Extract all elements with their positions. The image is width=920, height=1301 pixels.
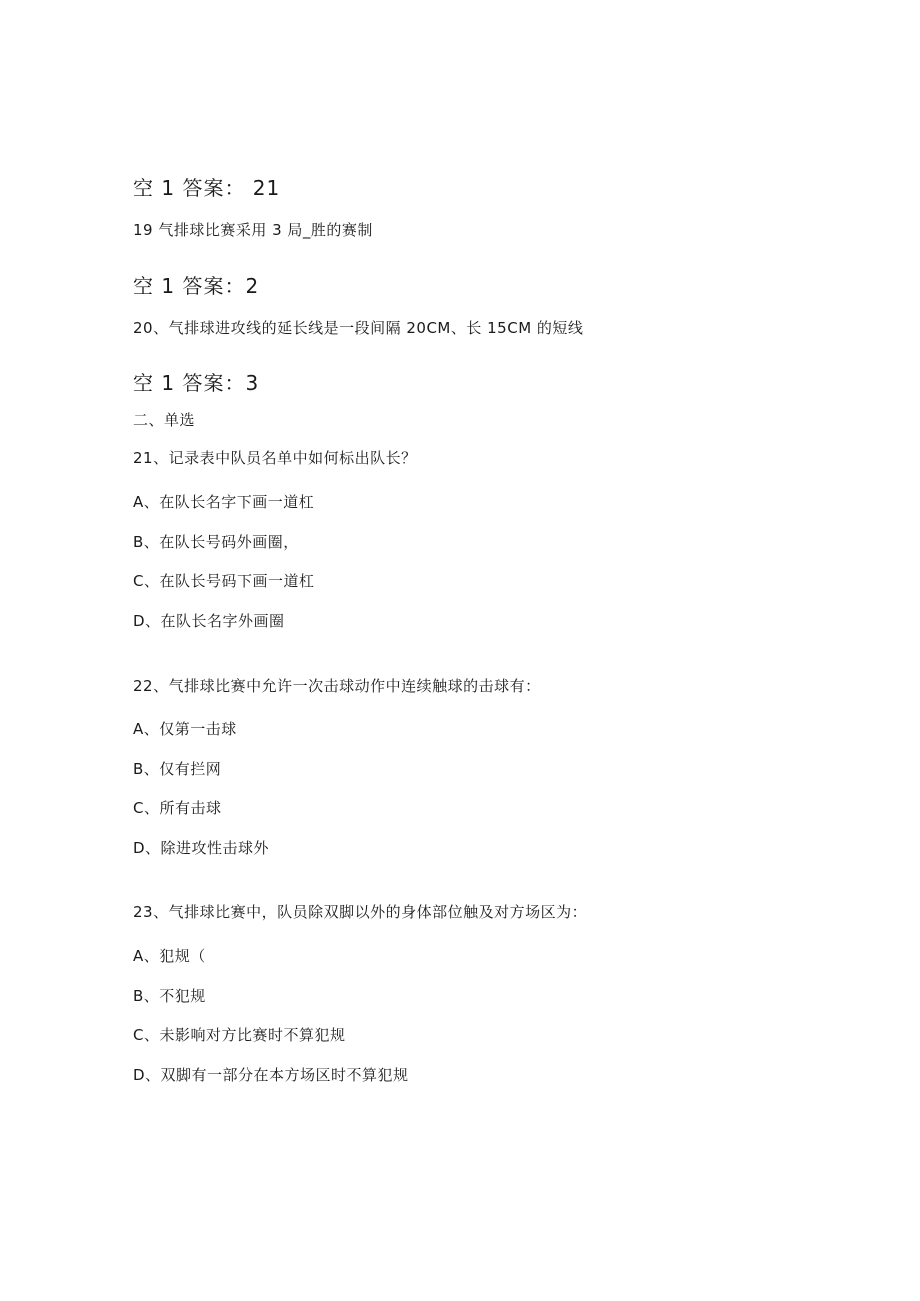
question-23-option-a: A、犯规（ bbox=[133, 947, 206, 965]
question-23-option-c: C、未影响对方比赛时不算犯规 bbox=[133, 1026, 346, 1044]
question-23-option-d: D、双脚有一部分在本方场区时不算犯规 bbox=[133, 1066, 409, 1084]
question-21-option-c: C、在队长号码下画一道杠 bbox=[133, 572, 315, 590]
question-22: 22、气排球比赛中允许一次击球动作中连续触球的击球有： bbox=[133, 677, 541, 695]
question-20: 20、气排球进攻线的延长线是一段间隔 20CM、长 15CM 的短线 bbox=[133, 319, 584, 337]
section-heading-single-choice: 二、单选 bbox=[133, 411, 196, 429]
question-21-option-b: B、在队长号码外画圈， bbox=[133, 533, 299, 551]
question-22-option-b: B、仅有拦网 bbox=[133, 760, 222, 778]
answer-line-q20: 空 1 答案：3 bbox=[133, 371, 260, 395]
question-23-option-b: B、不犯规 bbox=[133, 987, 206, 1005]
question-21: 21、记录表中队员名单中如何标出队长？ bbox=[133, 449, 417, 467]
question-19: 19 气排球比赛采用 3 局_胜的赛制 bbox=[133, 221, 373, 239]
question-22-option-d: D、除进攻性击球外 bbox=[133, 839, 270, 857]
question-22-option-c: C、所有击球 bbox=[133, 799, 222, 817]
question-21-option-a: A、在队长名字下画一道杠 bbox=[133, 493, 315, 511]
answer-line-q19: 空 1 答案：2 bbox=[133, 274, 260, 298]
question-21-option-d: D、在队长名字外画圈 bbox=[133, 612, 285, 630]
question-22-option-a: A、仅第一击球 bbox=[133, 720, 237, 738]
answer-line-q18: 空 1 答案： 21 bbox=[133, 176, 281, 200]
question-23: 23、气排球比赛中，队员除双脚以外的身体部位触及对方场区为： bbox=[133, 903, 588, 921]
